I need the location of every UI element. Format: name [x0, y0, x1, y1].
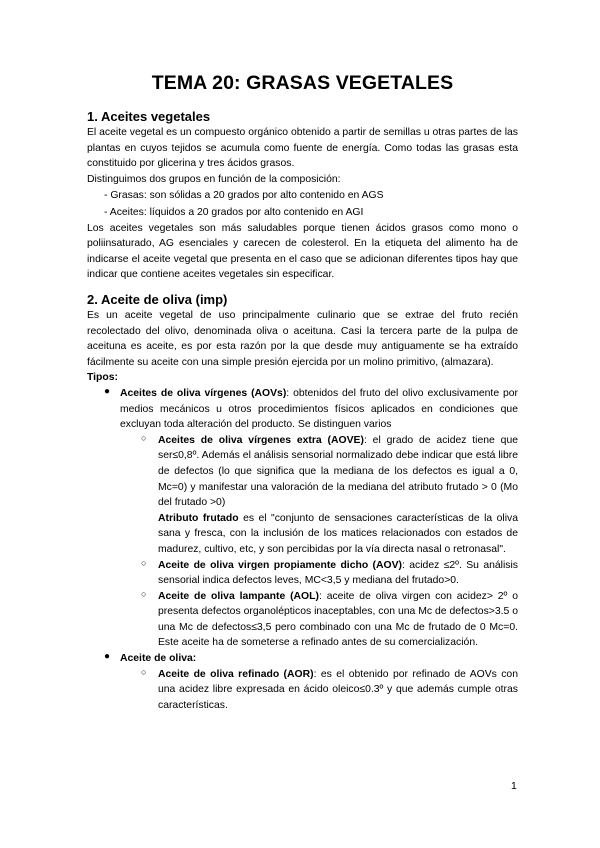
sub-bullet-icon: ○	[141, 557, 147, 568]
bullet-icon: ●	[104, 651, 111, 663]
types-list	[87, 386, 518, 713]
section-1-closing: Los aceites vegetales son más saludables porque tienen ácidos grasos como mono o poliinsaturado, AG esenciales y carecen de colesterol. En la etiqueta del alimento ha de indicarse el aceite vegetal que presenta en el caso que se adicionan diferentes tipos hay que indicar que contiene aceites vegetales sin especificar.	[87, 222, 518, 281]
aov-text: : acidez ≤2º. Su análisis sensorial indica defectos leves, MC<3,5 y mediana del frutado>0.	[158, 559, 518, 587]
virgin-text: : obtenidos del fruto del olivo exclusivamente por medios mecánicos u otros procedimientos físicos aplicados en condiciones que excluyan toda alteración del producto. Se distinguen varios	[120, 387, 518, 431]
section-1-body	[87, 125, 518, 283]
list-item-aol	[87, 589, 518, 651]
bullet-icon: ●	[104, 385, 111, 397]
aol-term: Aceite de oliva lampante (AOL)	[158, 590, 319, 602]
sub-bullet-icon: ○	[141, 666, 147, 677]
frutado-text: es el "conjunto de sensaciones características de la oliva sana y fresca, con la inclusión de los matices relacionados con estados de madurez, cultivo, etc, y son percibidas por la vía directa nasal o retronasal".	[158, 512, 518, 555]
list-item-olive-oil	[87, 651, 518, 667]
group-aceites: - Aceites: líquidos a 20 grados por alto contenido en AGI	[104, 206, 364, 218]
sub-bullet-icon: ○	[141, 588, 147, 599]
olive-term: Aceite de oliva:	[120, 653, 197, 665]
section-1-heading: 1. Aceites vegetales	[87, 109, 211, 124]
group-grasas: - Grasas: son sólidas a 20 grados por alto contenido en AGS	[104, 190, 384, 202]
aor-term: Aceite de oliva refinado (AOR)	[158, 668, 314, 680]
list-item-aove	[87, 433, 518, 558]
aove-text: : el grado de acidez tiene que ser≤0,8º. Además el análisis sensorial normalizado debe indicar que está libre de defectos (lo que significa que la mediana de los defectos es igual a 0, Mc=0) y manifestar una valoración de la mediana del atributo frutado > 0 (Mo del frutado >0)	[158, 434, 518, 509]
aov-term: Aceite de oliva virgen propiamente dicho (AOV)	[158, 559, 402, 571]
types-label: Tipos:	[87, 372, 118, 384]
groups-intro: Distinguimos dos grupos en función de la composición:	[87, 173, 341, 185]
section-1-intro: El aceite vegetal es un compuesto orgánico obtenido a partir de semillas u otras partes de las plantas en cuyos tejidos se acumula como fuente de energía. Como todas las grasas esta constituido por glicerina y tres ácidos grasos.	[87, 127, 518, 170]
section-2-heading: 2. Aceite de oliva (imp)	[87, 292, 228, 307]
frutado-term: Atributo frutado	[158, 512, 239, 524]
list-item-virgin-oils	[87, 386, 518, 433]
section-2-body	[87, 308, 518, 713]
sub-bullet-icon: ○	[141, 432, 147, 443]
list-item-aov	[87, 558, 518, 589]
page-number: 1	[511, 781, 517, 792]
page-title: TEMA 20: GRASAS VEGETALES	[151, 72, 454, 94]
list-item-aor	[87, 667, 518, 714]
aol-text: : aceite de oliva virgen con acidez> 2º o presenta defectos organolépticos inaceptables, con una Mc de defectos>3.5 o una Mc de defectos≤3,5 pero combinado con una Mc de frutado de 0 Mc=0. Este aceite ha de someterse a refinado antes de su comercialización.	[158, 590, 518, 649]
virgin-term: Aceites de oliva vírgenes (AOVs)	[120, 387, 287, 399]
aor-text: : es el obtenido por refinado de AOVs con una acidez libre expresada en ácido oleico≤0.3º y que además cumple otras características.	[158, 668, 518, 711]
aove-term: Aceites de oliva vírgenes extra (AOVE)	[158, 434, 364, 446]
section-2-intro: Es un aceite vegetal de uso principalmente culinario que se extrae del fruto recién recolectado del olivo, denominada oliva o aceituna. Casi la tercera parte de la pulpa de aceituna es aceite, es por esta razón por la que desde muy antiguamente se ha extraído fácilmente su aceite con una simple presión ejercida por un molino primitivo, (almazara).	[87, 310, 518, 368]
